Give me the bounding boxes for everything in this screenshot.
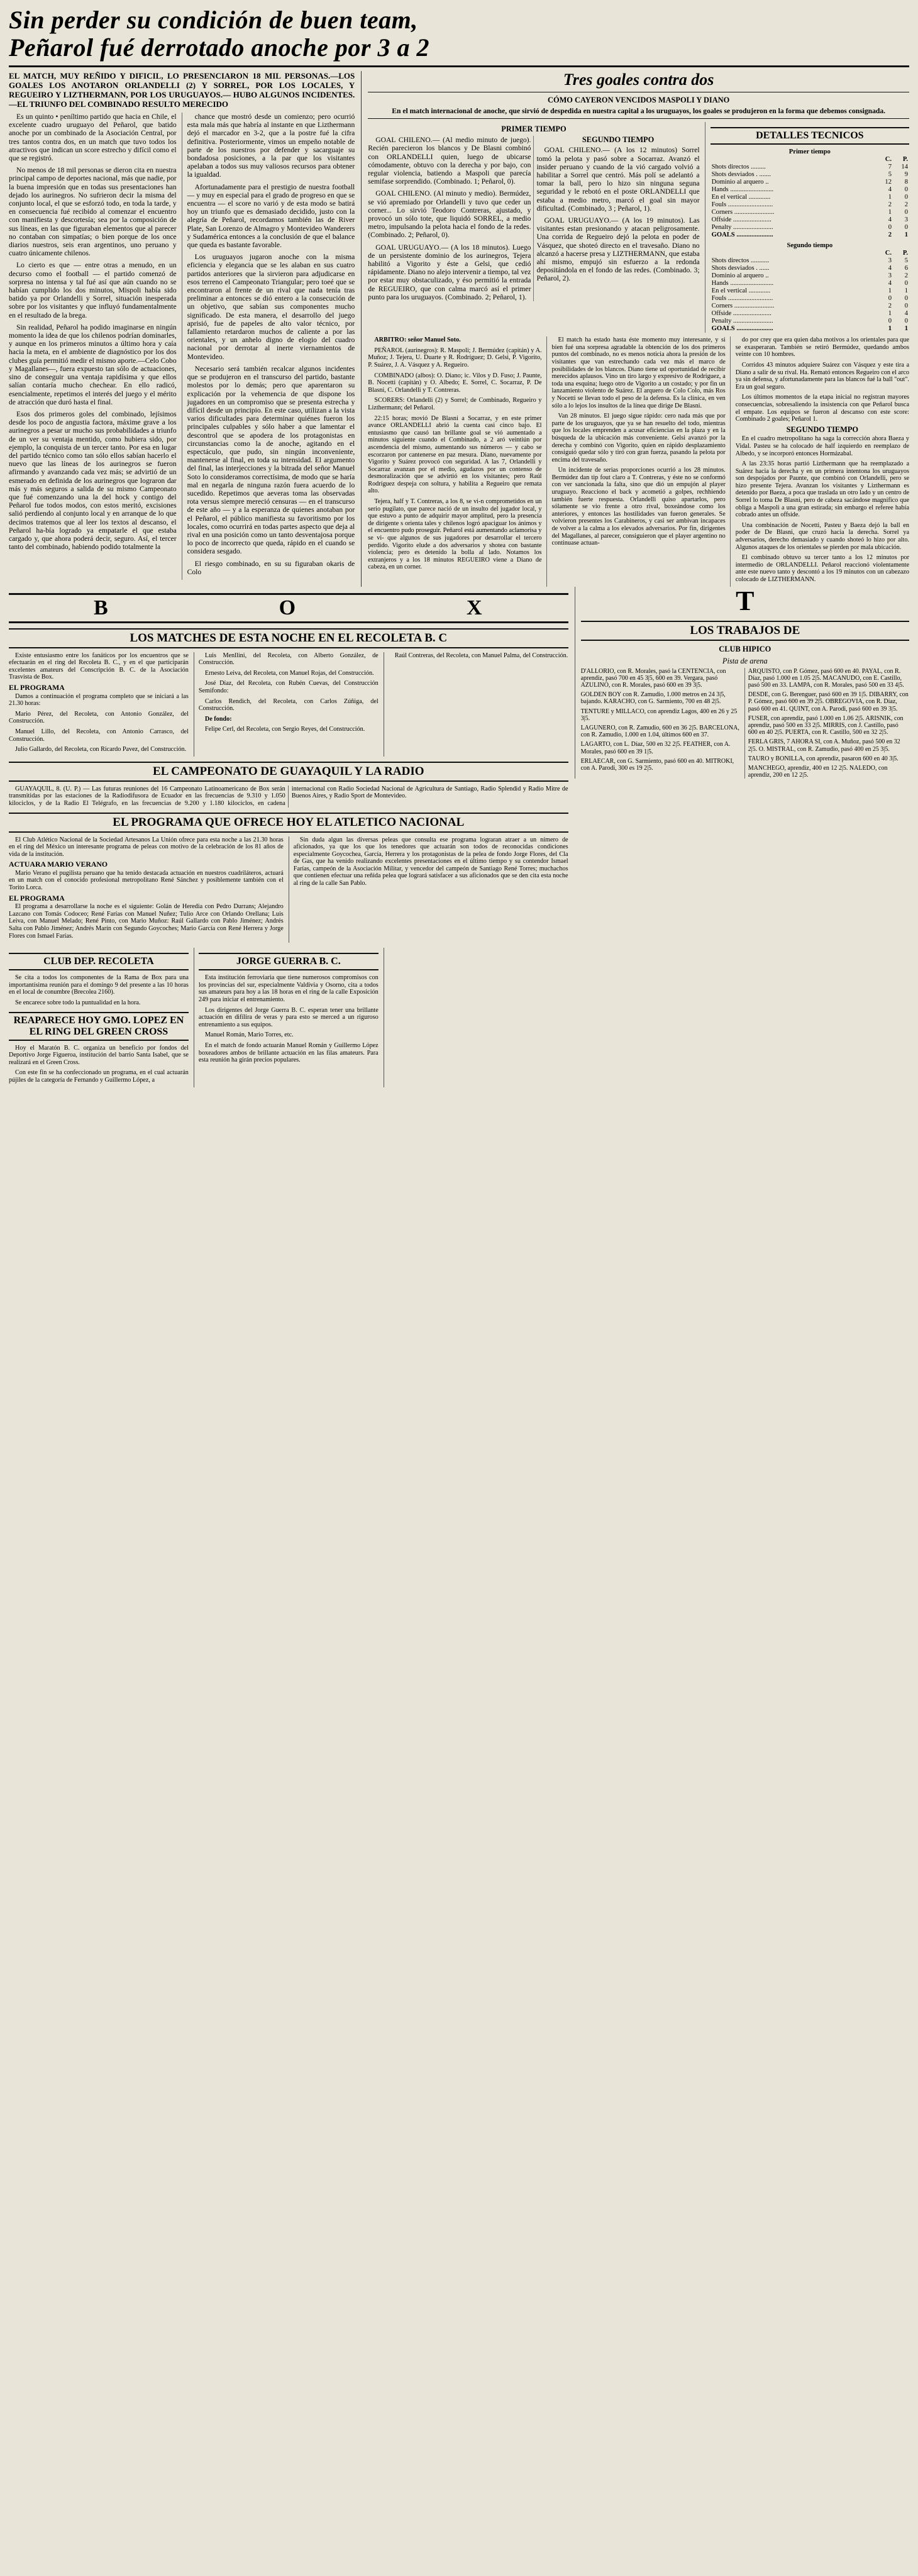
paragraph: Con este fin se ha confeccionado un programa, en el cual actuarán pújiles de la categoría de Fernando y Guillermo López, a bbox=[9, 1069, 189, 1084]
match-chronicle bbox=[368, 336, 909, 586]
paragraph: Esta institución ferroviaria que tiene numerosos compromisos con los provincias del sur, especialmente Valdivia y Osorno, cita a todos sus amateurs para hoy a las 18 horas en el ring de la calle Exposición 249 para iniciar el entrenamiento. bbox=[198, 974, 379, 1004]
atletico-title: EL PROGRAMA QUE OFRECE HOY EL ATLETICO NACIONAL bbox=[9, 813, 568, 833]
table-row: Hands .......................... 4 0 bbox=[711, 186, 908, 194]
article-column-1 bbox=[9, 113, 177, 580]
paragraph: chance que mostró desde un comienzo; pero ocurrió esta mala más que habría al instante en que Lizthermann dejó el marcador en 3-2, que a la postre fué la cifra definitiva. Posteriormente, vimos un empeño notable de parte de los nuestros por defender y sacarguaje su bondadosa posiciones, a la par que los visitantes apelaban a todos sus muy valiosos recursos para obtener la igualdad. bbox=[187, 113, 355, 179]
article-subheadline: EL MATCH, MUY REÑIDO Y DIFICIL, LO PRESENCIARON 18 MIL PERSONAS.—LOS GOALES LOS ANOTARON ORLANDELLI (2) Y SORREL, POR LOS LOCALES, Y REGUEIRO Y LIZTHERMANN, POR LOS URUGUAYOS.— HUBO ALGUNOS INCIDENTES.—EL TRIUNFO DEL COMBINADO RESULTO MERECIDO bbox=[9, 71, 355, 109]
chronicle-column-3 bbox=[736, 336, 909, 586]
campeonato-guayaquil-box bbox=[9, 762, 568, 808]
table-row: Penalty ........................ 0 0 bbox=[711, 224, 908, 231]
paragraph: El programa a desarrollarse la noche es el siguiente: Golán de Heredia con Pedro Durrans; Alejandro Lazcano con Tomás Codoceo; René Farías con Manuel Nuñez; Tulio Arce con Orlando Orellana; Luis Leiva, con Manuel Melado; René Pinto, con Mario Muñoz: Raúl Gallardo con Pablo Jiménez; Andrés Salta con Pablo Jiménez; Andrés Marín con Segundo Goycoches; Mario García con René Herrera y Jorge Flores con Ismael Farías. bbox=[9, 903, 284, 940]
bout-item: Mario Pérez, del Recoleta, con Antonio González, del Construcción. bbox=[9, 710, 189, 725]
article-column-2 bbox=[182, 113, 355, 580]
program-heading: EL PROGRAMA bbox=[9, 682, 65, 692]
table-row: GOALS ...................... 1 1 bbox=[711, 325, 908, 333]
paragraph: Mario Verano el pugilista peruano que ha tenido destacada actuación en nuestros cuadriláteros, actuará en un match con el conocido profesional metropolitano René Sánchez y posiblemente también con el Torito Lorca. bbox=[9, 869, 284, 892]
paragraph: Lo cierto es que — entre otras a menudo, en un decurso como el football — el partido comenzó de sorpresa no intensa y tal fué así que aún cuando no se habían cumplido los dos minutos, Mispoli había sido batido ya por Orlandelli y Sorrel, situación inesperada sobre por los visitantes y que influyó fundamentalmente en el resultado de la brega. bbox=[9, 261, 177, 319]
paragraph: GOAL CHILENO.— (A los 12 minutos) Sorrel tomó la pelota y pasó sobre a Socarraz. Avanzó el insider peruano y cuando de la vió cargado volvió a habilitar a Sorrel que centró. Más polí se adelantó a tomar la ball, pero lo hizo sin ninguna seguna seguridad y le rebotó en el poste ORLANDELLI que estaba a medio metro, marcó el goal sin mayor dificultad. (Combinado, 3 ; Peñarol, 1). bbox=[536, 146, 700, 213]
bout-item: Felipe Cerl, del Recoleta, con Sergio Reyes, del Construcción. bbox=[204, 726, 365, 733]
table-row: Shots desviados . ....... 5 9 bbox=[711, 171, 908, 179]
second-half-heading: Segundo tiempo bbox=[787, 242, 833, 250]
campeonato-title: EL CAMPEONATO DE GUAYAQUIL Y LA RADIO bbox=[9, 762, 568, 782]
paragraph: Corridos 43 minutos adquiere Suárez con Vásquez y este tira a Diano a salir de su rival. Ha. Remató entonces Regueiro con el arco ya sin defensa, y afortunadamente para las blancos fué la ball "out". Era un goal seguro. bbox=[735, 361, 909, 391]
col-head-c-2: C. bbox=[885, 250, 892, 257]
detalles-title: DETALLES TECNICOS bbox=[711, 127, 909, 145]
bout-item: Carlos Rendich, del Recoleta, con Carlos Zúñiga, del Construcción. bbox=[198, 697, 379, 713]
paragraph: A las 23:35 horas partió Lizthermann que ha reemplazado a Suárez hacia la derecha y en un primera intentona los uruguayos son despojados por Paunte, que combinó con Orlandelli, pero se hizo presente Tejera. Avanzan los visitantes y Lizthermann es detenido por Baeza, a poca que traslada un otro lado y un centro de Sorrel lo toma De Blasni, pero de cabeza sacándose magnífico que obliga a Maspoli a una gran estirada; sin embargo el referee había cobrado antes un offside. bbox=[735, 460, 909, 519]
paragraph: 22:15 horas; movió De Blasni a Socarraz, y en este primer avance ORLANDELLI abrió la cuenta casi cinco bajo. El entusiasmo que causó tan brillante goal se vió aumentado a minutos siguiente cuando el Combinado, a 2 aró veintiún por ascendencia del mismo, aumentando sus números — y cabo se escorzaron por cantenerse en paz mesura. Diano, nuevamente por Vigorito y Suárez provocó con seguridad. A las 7, Orlandelli y Socarraz avanzan por el medio, agudazos por un contenso de desmoralización que se advirtió en los visitantes; pero Raúl Rodríguez despeja con soltura, y habilita a Regueiro que remata alto. bbox=[368, 414, 542, 495]
paragraph: Los uruguayos jugaron anoche con la misma eficiencia y elegancia que se les alaban en sus cuatro partidos anteriores que la sirvieron para adjudicarse en esos terreno el Campeonato Triangular; pero toeé que se encontraron al frente de un rival que nada tenía tras preliminar a entonces se dió entero a la consecución de un objetivo, que sabían sus componentes mucho significado. De esta manera, el desarrollo del juego aprisió, fue de papeles de alto valor técnico, por fallamiento retardaron muchos de caliente a por las orientales, y un anhelo digno de elogio del cuadro nacional por derrotar al inerte viernamientos de Montevideo. bbox=[187, 253, 355, 361]
paragraph: Sin duda algun las diversas peleas que consulta ese programa lograran atraer a un nímero de aficionados, ya que los que los tenedores que actuarán son todos de reconocidas condiciones especialmente Goycochea, García, Herrera y los protagonistas de la pelea de fondo Jorge Flores, del Cla de Gas, que ha venido realizando excelentes presentaciones en el último tiempo y su contendor Ismael Farías, campeón de la Asociación Militar, y vencedor del campeón de Santiago René Torres; muchachos que contienen efectuar una reñida pelea que logrará satisfacer a sus aficionados que se den cita esta noche al ring de la calle San Pablo. bbox=[293, 836, 568, 887]
paragraph: GOAL CHILENO.— (Al medio minuto de juego). Recién parecieron los blancos y De Blasni combinó con ORLANDELLI quien, luego de ubicarse cómodamente, obtuvo con la derecha y por bajo, con regular violencia, batiendo a Maspoli que parecía semifase sorprendido. (Combinado. 1; Peñarol, 0). bbox=[368, 136, 531, 186]
table-row: Offside ....................... 4 3 bbox=[711, 216, 908, 224]
paragraph: Esos dos primeros goles del combinado, lejísimos desde los poco de angustia factora, máxime grave a los aurinegros a pesar ur mucho sus probabilidades a triunfo de un ver su ventaja mentido, como hubiera sido, por ejemplo, la conquista de un tercer tanto. Por esa en lugar del partido técnico como tan sólo ellos sabían hacerlo el nuevo que las líneas de los aurinegros se fueron afirmando y avanzando cada vez más; se advirtió de un esmerado en definida de los aurinegros que lograron dar más y más seguros a salida de su mismo Campeonato que fué comenzando una la del hock y contigo del Peñarol fue todos modos, con estos meritó, excisiones salió perdiendo al conjunto local y en arranque de lo que decimos tratemos que al leer los textos al descanso, el Peñarol ha-bía logrado ya empatarle el que estaba cargado y, que ahora poderá decir, seguro. Así, el tercer tanto del combinado, habiendo podido totalmente la bbox=[9, 409, 177, 552]
hipico-entry: FERLA GRIS, 7 AHORA SI, con A. Muñoz, pasó 500 en 32 2|5. O. MISTRAL, con R. Zamudio, pasó 400 en 25 3|5. bbox=[748, 738, 900, 753]
atletico-column-2 bbox=[289, 836, 568, 943]
col-head-c: C. bbox=[885, 156, 892, 164]
matches-column-1 bbox=[9, 652, 189, 757]
club-hipico-subtitle: Pista de arena bbox=[722, 656, 768, 665]
box-letter-b: B bbox=[93, 596, 109, 619]
matches-column-3 bbox=[384, 652, 568, 757]
hipico-entry: D'ALLORIO, con R. Morales, pasó la CENTENCIA, con aprendiz, pasó 700 en 45 3|5, 600 en 39. Vergara, pasó AZULINO, con R. Morales, pasó 600 en 39 3|5. bbox=[580, 667, 726, 689]
tres-goales-article bbox=[362, 71, 909, 587]
first-half-heading: Primer tiempo bbox=[788, 148, 831, 156]
trabajos-title: LOS TRABAJOS DE bbox=[581, 621, 909, 641]
chronicle-column-2 bbox=[552, 336, 731, 586]
paragraph: Hoy el Maratón B. C. organiza un beneficio por fondos del Deportivo Jorge Figueroa, institución del barrio Santa Isabel, que se realizará en el Green Cross. bbox=[9, 1044, 189, 1066]
verano-heading: ACTUARA MARIO VERANO bbox=[9, 860, 108, 869]
col-head-p-2: P. bbox=[902, 250, 908, 257]
right-rail bbox=[575, 587, 909, 779]
matches-column-2 bbox=[194, 652, 379, 757]
paragraph: Los últimos momentos de la etapa inicial no registran mayores consecuencias, sobresaliendo la insistencia con que Peñarol busca el empate. Los equipos se fueron al descanso con este score: Combinado 2 goales; Peñarol 1. bbox=[735, 394, 909, 423]
paragraph: Es un quinto • peníltimo partido que hacia en Chile, el excelente cuadro uruguayo del Peñarol, que batido anoche por un combinado de la Asociación Central, por tres tantos contra dos, en un match que tuvo todos los atractivos que indican un score estrecho y difícil como el que se registró. bbox=[9, 113, 177, 163]
second-half-chronicle-label: SEGUNDO TIEMPO bbox=[786, 425, 859, 434]
paragraph: Existe entusiasmo entre los fanáticos por los encuentros que se efectuarán en el ring del Recoleta B. C., y en el que participarán excelentes amateurs del Conscripción B. C. de la Asociación Trasvista de Box. bbox=[9, 652, 189, 681]
bout-label: De fondo: bbox=[204, 715, 232, 723]
box-section-banner bbox=[9, 593, 568, 623]
scorers: SCORERS: Orlandelli (2) y Sorrel; de Combinado, Regueiro y Lizthermann; del Peñarol. bbox=[368, 397, 542, 411]
paragraph: GUAYAQUIL, 8. (U. P.) — Las futuras reuniones del 16 Campeonato Latinoamericano de Box serán transmitidas por las estaciones de la Radiodifusora de Ecuador en las frecuencias de 9.310 y 1.050 kilociclos, y de la Radio El Telégrafo, en las frecuencias de 9.200 y 1.180 kilociclos, en cadena internacional con Radio Sociedad Nacional de Agricultura de Santiago, Radio Splendid y Radio Mitre de Buenos Aires, y Radio Sport de Montevideo. bbox=[9, 785, 568, 807]
table-row: Dominio al arquero .. 3 2 bbox=[711, 272, 908, 280]
table-row: Offside ....................... 1 4 bbox=[711, 310, 908, 318]
bout-item: Julio Gallardo, del Recoleta, con Ricardo Pavez, del Construcción. bbox=[15, 746, 187, 753]
paragraph: Van 28 minutos. El juego sigue rápido: cero nada más que por parte de los uruguayos, que ya se han resuelto del todo, mientras que los locales emprenden a acusar eficiencias en la plaza y en la búsqueda de la ubicación más conveniente. Gelsi avanzó por la derecha y combinó con Vigorito, quien en rápido desplazamiento consiguió quedar sólo y tiró con gran fuerza, pasando la pelota por encima del travesaño. bbox=[551, 413, 726, 464]
paragraph: Una combinación de Nocetti, Pasteu y Baeza dejó la ball en poder de De Blasni, que cruzó hacia la derecha. Sorrel ya adversarios, derecho demasiado y cuando shoteó lo hizo por alto. Algunos ataques de los orientales se pierden por mala ubicación. bbox=[735, 521, 909, 551]
table-row: En el vertical ............. 1 0 bbox=[711, 194, 908, 201]
col-head-p: P. bbox=[902, 156, 908, 164]
paragraph: Damos a continuación el programa completo que se iniciará a las 21.30 horas: bbox=[9, 692, 189, 708]
table-row: Penalty ........................ 0 0 bbox=[711, 318, 908, 325]
top-section bbox=[9, 71, 909, 587]
paragraph: El Club Atlético Nacional de la Sociedad Artesanos La Unión ofrece para esta noche a las 21.30 horas en el ring del México un interesante programa de peleas con motivo de la celebración de los 81 años de vida de la institución. bbox=[9, 836, 284, 858]
hipico-entry: LAGUNERO, con R. Zamudio, 600 en 36 2|5. BARCELONA, con R. Zamudio, 1.000 en 1.04, últimos 600 en 37. bbox=[580, 724, 739, 739]
club-hipico-title: CLUB HIPICO bbox=[719, 644, 771, 653]
paragraph: Un incidente de serias proporciones ocurrió a los 28 minutos. Bermúdez dan tip fout claro a T. Contreras, y éste no se conformó con ver sancionada la falta, sino que dió un empujón al player uruguayo. Reacciono el back y acometió a golpes, rechhiendo también fuerte respuesta. Orlandelli quiso apartarlos, pero sólamente se vio frente a otro rival, boxeándose como los anteriores, y entonces las hostilidades van fueron generales. Se volvieron presentes los Carabineros, y casi ser ambivan incapaces de volver a la calma a los elevados adversarios. Por fin, dirigentes del Magallanes, al parecer, consiguieron que el player argentino no continuase actuan- bbox=[551, 467, 726, 547]
hipico-entry: ARQUISTO, con P. Gómez, pasó 600 en 40. PAYAL, con R. Díaz, pasó 1.000 en 1.05 2|5. MACANUDO, con E. Castillo, pasó 500 en 33. LAMPA, con R. Morales, pasó 500 en 33 4|5. bbox=[748, 667, 904, 689]
club-recoleta-box bbox=[9, 948, 189, 1087]
campeonato-text bbox=[9, 786, 568, 808]
matches-title: LOS MATCHES DE ESTA NOCHE EN EL RECOLETA B. C bbox=[9, 628, 568, 648]
main-article bbox=[9, 71, 362, 587]
paragraph: En el match de fondo actuarán Manuel Román y Guillermo López boxeadores ambos de brillante actuación en las filas amateurs. Para esta reunión ha girán precios populares. bbox=[198, 1041, 379, 1064]
atletico-nacional-box bbox=[9, 813, 568, 943]
table-header-row bbox=[711, 250, 909, 257]
bout-item: José Díaz, del Recoleta, con Rubén Cuevas, del Construcción Semifondo: bbox=[198, 680, 379, 694]
paragraph: do por crey que era quien daba motivos a los orientales para que se exasperaran. También se retiró Bermúdez, quedando ambos veinte con 10 hombres. bbox=[735, 336, 909, 358]
table-row: Fouls ........................... 2 2 bbox=[711, 201, 908, 209]
table-header-row bbox=[711, 156, 909, 164]
hipico-entry: MANCHEGO, aprendiz, 400 en 12 2|5. NALEDO, con aprendiz, 200 en 12 2|5. bbox=[748, 765, 888, 779]
paragraph: Sin realidad, Peñarol ha podido imaginarse en ningún momento la idea de que los chilenos podrían dominarles, y aunque en los primeros minutos a último hora y caía hacia la meta, en el ambiente de diagnóstico por los dos clubes guía permitió medir el mismo aporte.—Celo Cobo y Magallanes—, fuera expuesto tan sólo de actuaciones, sino de conseguir una ventaja rapidísima y que ellos salían contaría mucho chechear. En ello radicó, esencialmente, repetimos el interés del juego y el mérito de atracción que duró hasta el final. bbox=[9, 323, 177, 406]
paragraph: Tejera, half y T. Contreras, a los 8, se vi-n comprometidos en un serio pugilato, que parece nació de un insulto del jugador local, y que estuvo a punto de adquirir mayor amplitud, pero la presencia de dirigente s orienta tales y chilenos logró apaciguar los ánimos y el encuentro pudo proseguir. Peñarol está aumentando aclamorisa y se vi- que algunos de sus jugadores por desarrollar el tercero perdido. Vigorito elude a dos adversarios y shotea con bastante violencia; pero es detenido la bolla al lado. Notamos los extranjeros y a los 18 minutos REGUEIRO viene a Diano de cabeza, en un corner. bbox=[368, 498, 542, 571]
hipico-entry: DESDE, con G. Berenguer, pasó 600 en 39 1|5. DIBARRY, con P. Gómez, pasó 600 en 39 2|5. OBREGOVIA, con R. Díaz, pasó 600 en 41. QUINT, con A. Parodi, pasó 600 en 39 3|5. bbox=[748, 691, 909, 713]
paragraph: GOAL CHILENO. (Al minuto y medio). Bermúdez, se vió apremiado por Orlandelli y tuvo que ceder un corner... Lo sirvió Teodoro Contreras, ajustado, y provocó un sólo tote, que liquidó SORREL, a medio metro, impulsando la pelota hacia el fondo de la redes. (Combinado. 2; Peñarol, 0). bbox=[368, 189, 531, 240]
stats-table-second-half bbox=[711, 250, 909, 333]
paragraph: Se cita a todos los componentes de la Rama de Box para una importantísima reunión para el domingo 9 del presente a las 10 horas en el local de conumbre (Brecolea 2160). bbox=[9, 974, 189, 996]
box-letter-x: X bbox=[467, 596, 484, 619]
drop-cap-t: T bbox=[736, 585, 755, 616]
table-row: Corners ........................ 2 0 bbox=[711, 303, 908, 310]
paragraph: Afortunadamente para el prestigio de nuestra football — y muy en especial para el grado de progreso en que se encuentra — el score no varió y de esta modo se batirá hoy un triunfo que es demasiado decidido, justo con la alegría de Peñarol, recordamos también las de River Plate, San Lorenzo de Almagro y Montevideo Wanderers y Sudamérica entonces a la conclusión de que el balance que queda es bastante favorable. bbox=[187, 182, 355, 250]
first-half-label: PRIMER TIEMPO bbox=[501, 125, 567, 134]
paragraph: Los dirigentes del Jorge Guerra B. C. esperan tener una brillante actuación en difílira de veras y para esto se merced a un riguroso entrenamiento a sus equipos. bbox=[198, 1006, 379, 1028]
paragraph: GOAL URUGUAYO.— (A los 19 minutos). Las visitantes estan presionando y atacan peligrosamente. Una corrida de Regueiro dejó la pelota en poder de Vásquez, que shoteó directo en el travesaño. Diano no alcanzó a hacerse presa y LIZTHERMANN, que estaba ahí mismo, empujó sin esfuerzo a la redonda depositándola en el fondo de las redes. (Combinado. 3; Peñarol, 2). bbox=[536, 216, 700, 283]
tres-goales-title: Tres goales contra dos bbox=[563, 70, 714, 89]
technical-details bbox=[705, 122, 909, 333]
lineups-column bbox=[368, 336, 546, 586]
spacer-column bbox=[384, 948, 568, 1087]
table-row: En el vertical ............. 1 1 bbox=[711, 287, 908, 295]
hipico-entry: ERLAECAR, con G. Sarmiento, pasó 600 en 40. MITROKI, con A. Parodi, 300 es 19 2|5. bbox=[580, 757, 734, 772]
bout-item: Manuel Lillo, del Recoleta, con Antonio Carrasco, del Construcción. bbox=[9, 728, 189, 743]
paragraph: El riesgo combinado, en su su figuraban okaris de Colo bbox=[187, 559, 355, 576]
bout-item: Ernesto Leiva, del Recoleta, con Manuel Rojas, del Construcción. bbox=[204, 669, 374, 677]
paragraph: No menos de 18 mil personas se dieron cita en nuestra principal campo de deportes nacional, más que nadie, por la buena impresión que en todas sus presentaciones han dejado los aurinegros. No sufrieron decir la misma del conjunto local, el que se esforzó todo, en toda la tarde, y en consecuencia fué recibido al comenzar el encuentro con manifiesta y descortesía; sea por la composición de sus líneas, en las que figuraban elementos que al parecer no contaban con simpatías; o bien porque de los once diarios nuestros, seis eran argentinos, uno peruano y cuatro únicamente chilenos. bbox=[9, 166, 177, 258]
goals-detail bbox=[368, 122, 699, 333]
second-half-label: SEGUNDO TIEMPO bbox=[582, 135, 655, 145]
paragraph: El match ha estado hasta éste momento muy interesante, y si bien fué una sorpresa agradable la obtención de los dos primeros puntos del combinado, no es menos noticia ahora la presión de los visitantes que van estrechando cada vez más el marco de posibilidades de los blancos. Diano tiene ud oportunidad de recibir merecidos aplausos. Vino un tiro largo y expresivo de Rodríguez, a toda una esquina; luego otro de Vigorito a un costado; y por fin un lanzamiento violento de Suárez. El arquero de Colo Colo, más Ros y Nocetti se llevan todo el peso de la defensa. Es la clínica, en ven sólo a lo lejos los insultos de la línea que dirige De Blasni. bbox=[551, 336, 726, 409]
table-row: Shots desviados . ...... 4 6 bbox=[711, 265, 908, 272]
team-penarol: PEÑAROL (aurinegros): R. Maspoli; J. Bermúdez (capitán) y A. Muñoz; J. Tejera, U. Duarte y R. Rodríguez; D. Gelsi, P. Vigorito, P. Suárez, J. A. Vásquez y A. Regueiro. bbox=[368, 347, 542, 369]
program-heading-2: EL PROGRAMA bbox=[9, 893, 65, 902]
hipico-entries bbox=[581, 668, 909, 779]
table-row: Dominio al arquero .. 12 8 bbox=[711, 179, 908, 186]
jorge-guerra-title: JORGE GUERRA B. C. bbox=[199, 953, 379, 970]
hipico-entry: TAURO y BONILLA, con aprendiz, pasaron 600 en 40 3|5. bbox=[748, 755, 899, 762]
atletico-column-1 bbox=[9, 836, 284, 943]
bout-item: Raúl Contreras, del Recoleta, con Manuel Palma, del Construcción. bbox=[394, 652, 568, 659]
bout-item: Luis Menllini, del Recoleta, con Alberto González, de Construcción. bbox=[198, 652, 379, 667]
table-row: GOALS ...................... 2 1 bbox=[711, 231, 908, 239]
paragraph: Se encarece sobre todo la puntualidad en la hora. bbox=[15, 999, 141, 1007]
table-row: Shots directos ........... 3 5 bbox=[711, 257, 908, 265]
paragraph: GOAL URUGUAYO.— (A los 18 minutos). Luego de un persistente dominio de los aurinegros, Tejera habilitó a Vigorito y éste a Gelsi, que cedió rápidamente. Diano no alejo intervenir a tiempo, tal vez por estar muy obstaculizado, y éso permitió la entrada de REGUEIRO, que con calma marcó así el primer punto para los uruguayos. (Combinado. 2; Peñarol, 1). bbox=[368, 243, 531, 301]
matches-tonight-box bbox=[9, 628, 568, 757]
referee-line: ARBITRO: señor Manuel Soto. bbox=[374, 336, 461, 344]
paragraph: El combinado obtuvo su tercer tanto a los 12 minutos por intermedio de ORLANDELLI. Peñarol reaccionó violentamente ante este nuevo tanto y descontó a los 19 minutos con un cabezazo colocado de LIZTHERMANN. bbox=[735, 554, 909, 584]
paragraph: En el cuadro metropolitano ha saga la corrección ahora Baeza y Vidal. Pasteu se ha colocado de half izquierdo en reemplazo de Albedo, y se incorporó entonces Hormázabal. bbox=[735, 435, 909, 457]
table-row: Fouls ........................... 0 0 bbox=[711, 295, 908, 303]
table-row: Shots directos ......... 7 14 bbox=[711, 164, 908, 171]
masthead bbox=[9, 6, 909, 67]
tres-goales-intro: En el match internacional de anoche, que sirvió de despedida en nuestra capital a los uruguayos, los goales se produjeron en la forma que debemos consignada. bbox=[392, 107, 886, 115]
hipico-entry: LAGARTO, con L. Díaz, 500 en 32 2|5. FEATHER, con A. Morales, pasó 600 en 39 1|5. bbox=[580, 741, 731, 755]
headline-line-2: Peñarol fué derrotado anoche por 3 a 2 bbox=[9, 33, 429, 62]
table-row: Corners ........................ 1 0 bbox=[711, 209, 908, 216]
table-row: Hands .......................... 4 0 bbox=[711, 280, 908, 287]
club-recoleta-title: CLUB DEP. RECOLETA bbox=[9, 953, 189, 970]
paragraph: Necesario será también recalcar algunos incidentes que se produjeron en el transcurso del partido, bastante molestos por lo demás; pero que aparentaron su explicación por la vehemencia de que dispone los jugadores en un compromiso que se presenta estrecha y difícil desde un principio. En este caso, utilizan a la vista varios dificultades para determinar quiénes fueron los principales culpables y sólo haber a que lamentar el descontrol que se apodera de los protagonistas en circunstancias como la de anoche, agitando en el espectáculo, que pudo, sin ningún inconveniente, mantenerse al final, en toda su intensidad. El argumento del final, las interjecciones y la bitrada del señor Manuel Soto lo consideramos correctísima, de modo que se haría mal en negarla de ninguna razón fuera acuerdo de lo sucedido. Repetimos que aeveras toma las observadas rota versus siempre mereció censuras — en el transcurso de este año — y a la esperanza de quienes anotaban por el Peñarol, el público manifiesta su favoritismo por los locales, como ocurrirá en todas partes aspecto que deja al rival en una posición como un tanto desventajosa porque lo poco de incorrecto que queda, rápido en el cuando se considera sesgado. bbox=[187, 364, 355, 556]
lopez-subtitle: REAPARECE HOY GMO. LOPEZ EN EL RING DEL GREEN CROSS bbox=[9, 1012, 189, 1041]
hipico-entry: TENTURE y MILLACO, con aprendiz Lagos, 400 en 26 y 25 3|5. bbox=[580, 708, 738, 722]
paragraph: Manuel Román, Mario Torres, etc. bbox=[204, 1031, 294, 1039]
jorge-guerra-box bbox=[194, 948, 379, 1087]
box-letter-o: O bbox=[279, 596, 297, 619]
stats-table-first-half bbox=[711, 156, 909, 239]
hipico-entry: GOLDEN BOY con R. Zamudio, 1.000 metros en 24 3|5, bajando. KARACHO, con G. Sarmiento, 700 en 48 2|5. bbox=[580, 691, 726, 706]
headline-line-1: Sin perder su condición de buen team, bbox=[9, 6, 418, 34]
team-combinado: COMBINADO (albos): O. Diano; ic. Vilos y D. Fuso; J. Paunte, B. Nocetti (capitán) y O. Albedo; E. Sorrel, C. Socarraz, P. De Blasni, C. Orlandelli y T. Contreras. bbox=[368, 372, 542, 394]
hipico-entry: FUSER, con aprendiz, pasó 1.000 en 1.06 2|5. ARISNIK, con aprendiz, pasó 500 en 33 2|5. MIRRIS, con J. Castillo, pasó 600 en 40 2|5. PUERTA, con R. Castillo, 500 en 32 2|5. bbox=[748, 714, 904, 736]
tres-goales-subtitle: CÓMO CAYERON VENCIDOS MASPOLI Y DIANO bbox=[548, 96, 730, 104]
